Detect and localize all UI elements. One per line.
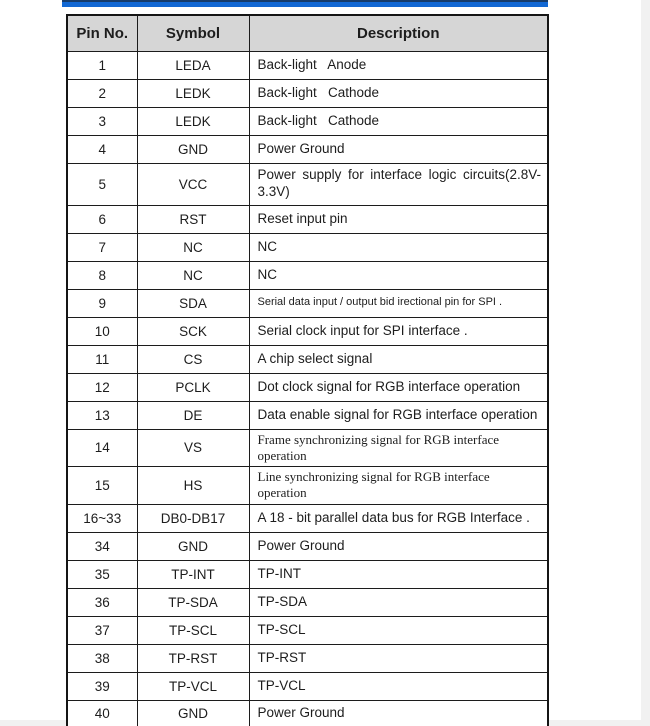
description-cell: A 18 - bit parallel data bus for RGB Interface . xyxy=(249,504,548,532)
table-row xyxy=(67,163,548,205)
description-cell: Back-light Anode xyxy=(249,51,548,79)
description-cell: Reset input pin xyxy=(249,205,548,233)
pin-cell: 9 xyxy=(67,289,137,317)
symbol-cell: GND xyxy=(137,700,249,726)
symbol-cell: TP-VCL xyxy=(137,672,249,700)
table-row xyxy=(67,373,548,401)
symbol-cell: LEDK xyxy=(137,107,249,135)
pin-cell: 40 xyxy=(67,700,137,726)
symbol-cell: TP-SDA xyxy=(137,588,249,616)
symbol-cell: DB0-DB17 xyxy=(137,504,249,532)
pin-cell: 34 xyxy=(67,532,137,560)
symbol-cell: GND xyxy=(137,135,249,163)
table-row xyxy=(67,401,548,429)
table-header-row xyxy=(67,15,548,51)
pin-description-table xyxy=(66,14,549,726)
table-row xyxy=(67,504,548,532)
symbol-cell: RST xyxy=(137,205,249,233)
symbol-cell: TP-RST xyxy=(137,644,249,672)
table-row xyxy=(67,429,548,467)
description-cell: Back-light Cathode xyxy=(249,107,548,135)
pin-cell: 35 xyxy=(67,560,137,588)
table-row xyxy=(67,107,548,135)
symbol-cell: HS xyxy=(137,467,249,505)
description-cell: Data enable signal for RGB interface operation xyxy=(249,401,548,429)
page-right-margin xyxy=(641,0,650,726)
description-cell: TP-SCL xyxy=(249,616,548,644)
table-row xyxy=(67,616,548,644)
symbol-cell: CS xyxy=(137,345,249,373)
table-row xyxy=(67,205,548,233)
symbol-cell: VCC xyxy=(137,163,249,205)
description-cell: TP-INT xyxy=(249,560,548,588)
pin-cell: 3 xyxy=(67,107,137,135)
pin-cell: 16~33 xyxy=(67,504,137,532)
pin-cell: 38 xyxy=(67,644,137,672)
description-cell: Power Ground xyxy=(249,532,548,560)
description-cell: NC xyxy=(249,261,548,289)
symbol-cell: LEDK xyxy=(137,79,249,107)
description-cell: Power supply for interface logic circuits(2.8V-3.3V) xyxy=(249,163,548,205)
pin-cell: 8 xyxy=(67,261,137,289)
table-row xyxy=(67,532,548,560)
table-row xyxy=(67,672,548,700)
table-row xyxy=(67,233,548,261)
pin-cell: 7 xyxy=(67,233,137,261)
symbol-cell: PCLK xyxy=(137,373,249,401)
symbol-cell: TP-INT xyxy=(137,560,249,588)
pin-cell: 12 xyxy=(67,373,137,401)
description-cell: Serial data input / output bid irectional pin for SPI . xyxy=(249,289,548,317)
pin-cell: 37 xyxy=(67,616,137,644)
description-cell: Dot clock signal for RGB interface operation xyxy=(249,373,548,401)
description-cell: Back-light Cathode xyxy=(249,79,548,107)
table-row xyxy=(67,345,548,373)
table-row xyxy=(67,700,548,726)
description-cell: Power Ground xyxy=(249,135,548,163)
pin-cell: 39 xyxy=(67,672,137,700)
description-cell: A chip select signal xyxy=(249,345,548,373)
table-row xyxy=(67,560,548,588)
description-cell: Frame synchronizing signal for RGB interface operation xyxy=(249,429,548,467)
symbol-cell: LEDA xyxy=(137,51,249,79)
table-row xyxy=(67,51,548,79)
pin-cell: 36 xyxy=(67,588,137,616)
top-accent-bar xyxy=(62,0,548,7)
description-cell: Power Ground xyxy=(249,700,548,726)
description-cell: NC xyxy=(249,233,548,261)
symbol-cell: VS xyxy=(137,429,249,467)
table-row xyxy=(67,261,548,289)
symbol-cell: NC xyxy=(137,261,249,289)
symbol-cell: GND xyxy=(137,532,249,560)
pin-cell: 13 xyxy=(67,401,137,429)
table-row xyxy=(67,588,548,616)
table-row xyxy=(67,467,548,505)
pin-cell: 10 xyxy=(67,317,137,345)
symbol-cell: SDA xyxy=(137,289,249,317)
description-cell: TP-SDA xyxy=(249,588,548,616)
pin-cell: 15 xyxy=(67,467,137,505)
table-row xyxy=(67,317,548,345)
table-row xyxy=(67,289,548,317)
description-cell: TP-RST xyxy=(249,644,548,672)
column-header-description: Description xyxy=(249,15,548,51)
pin-cell: 4 xyxy=(67,135,137,163)
pin-cell: 14 xyxy=(67,429,137,467)
pin-cell: 5 xyxy=(67,163,137,205)
description-cell: Line synchronizing signal for RGB interface operation xyxy=(249,467,548,505)
symbol-cell: NC xyxy=(137,233,249,261)
description-cell: Serial clock input for SPI interface . xyxy=(249,317,548,345)
table-body xyxy=(67,51,548,726)
table-row xyxy=(67,79,548,107)
column-header-pin-no: Pin No. xyxy=(67,15,137,51)
description-cell: TP-VCL xyxy=(249,672,548,700)
pin-cell: 11 xyxy=(67,345,137,373)
symbol-cell: DE xyxy=(137,401,249,429)
table-row xyxy=(67,135,548,163)
symbol-cell: TP-SCL xyxy=(137,616,249,644)
symbol-cell: SCK xyxy=(137,317,249,345)
pin-cell: 2 xyxy=(67,79,137,107)
pin-cell: 1 xyxy=(67,51,137,79)
column-header-symbol: Symbol xyxy=(137,15,249,51)
table-row xyxy=(67,644,548,672)
pin-cell: 6 xyxy=(67,205,137,233)
